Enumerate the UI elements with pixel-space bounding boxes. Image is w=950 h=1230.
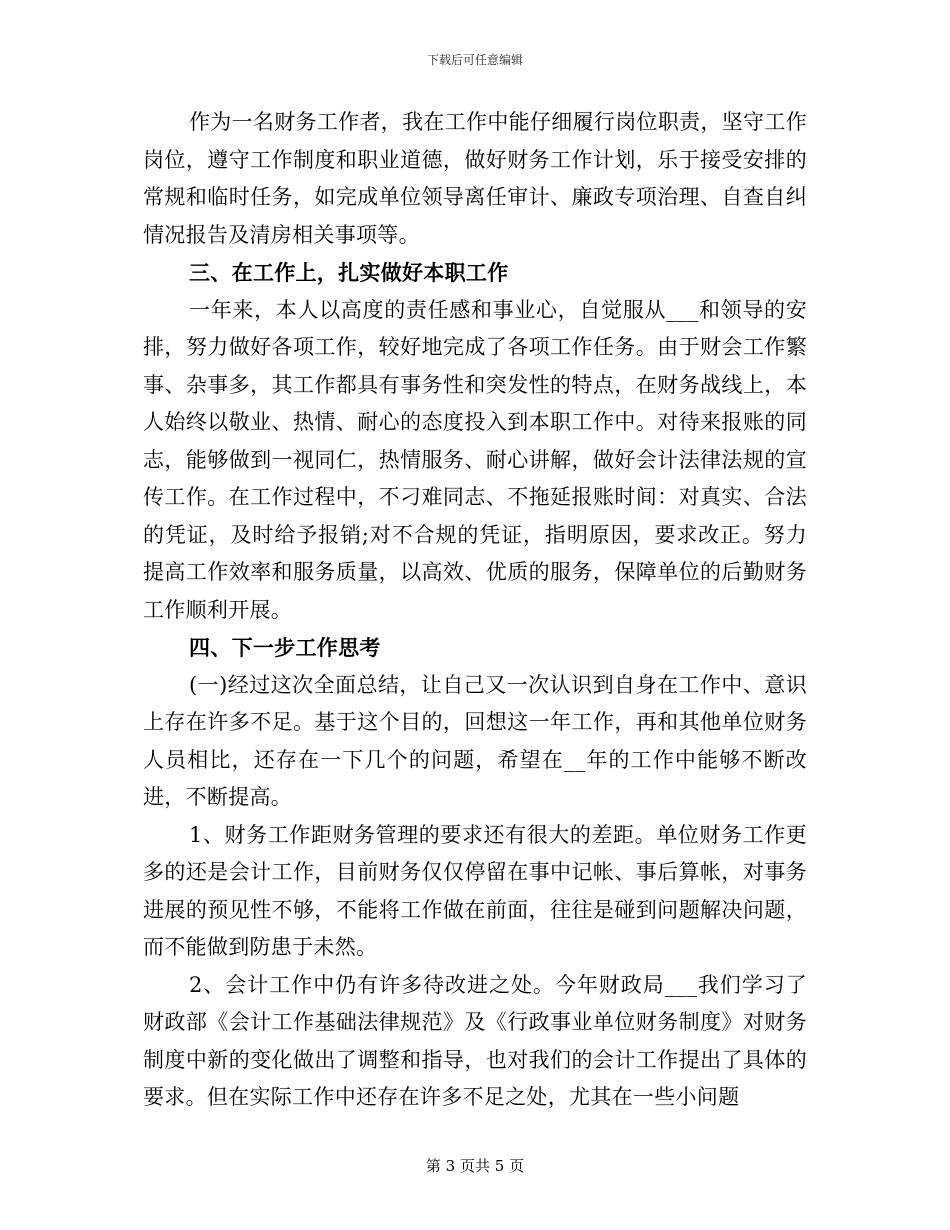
section-heading-3: 三、在工作上，扎实做好本职工作 xyxy=(189,260,509,285)
paragraph-1: 作为一名财务工作者，我在工作中能仔细履行岗位职责，坚守工作岗位，遵守工作制度和职业道德，做好财务工作计划，乐于接受安排的常规和临时任务，如完成单位领导离任审计、廉政专项治理、自查自纠情况报告及清房相关事项等。 xyxy=(143,110,807,247)
paragraph-4: 1、财务工作距财务管理的要求还有很大的差距。单位财务工作更多的还是会计工作，目前财务仅仅停留在事中记帐、事后算帐，对事务进展的预见性不够，不能将工作做在前面，往往是碰到问题解决问题，而不能做到防患于未然。 xyxy=(143,822,807,959)
paragraph-3: (一)经过这次全面总结，让自己又一次认识到自身在工作中、意识上存在许多不足。基于这个目的，回想这一年工作，再和其他单位财务人员相比，还存在一下几个的问题，希望在__年的工作中能够不断改进，不断提高。 xyxy=(143,672,807,809)
page-header: 下载后可任意编辑 xyxy=(426,53,523,67)
paragraph-2: 一年来，本人以高度的责任感和事业心，自觉服从___和领导的安排，努力做好各项工作，较好地完成了各项工作任务。由于财会工作繁事、杂事多，其工作都具有事务性和突发性的特点，在财务战线上，本人始终以敬业、热情、耐心的态度投入到本职工作中。对待来报账的同志，能够做到一视同仁，热情服务、耐心讲解，做好会计法律法规的宣传工作。在工作过程中，不刁难同志、不拖延报账时间：对真实、合法的凭证，及时给予报销;对不合规的凭证，指明原因，要求改正。努力提高工作效率和服务质量，以高效、优质的服务，保障单位的后勤财务工作顺利开展。 xyxy=(143,297,807,622)
page-number: 第 3 页共 5 页 xyxy=(425,1157,525,1175)
paragraph-5: 2、会计工作中仍有许多待改进之处。今年财政局___我们学习了财政部《会计工作基础法律规范》及《行政事业单位财务制度》对财务制度中新的变化做出了调整和指导，也对我们的会计工作提出了具体的要求。但在实际工作中还存在许多不足之处，尤其在一些小问题 xyxy=(143,972,807,1109)
section-heading-4: 四、下一步工作思考 xyxy=(189,635,381,660)
document-body xyxy=(143,104,807,1117)
